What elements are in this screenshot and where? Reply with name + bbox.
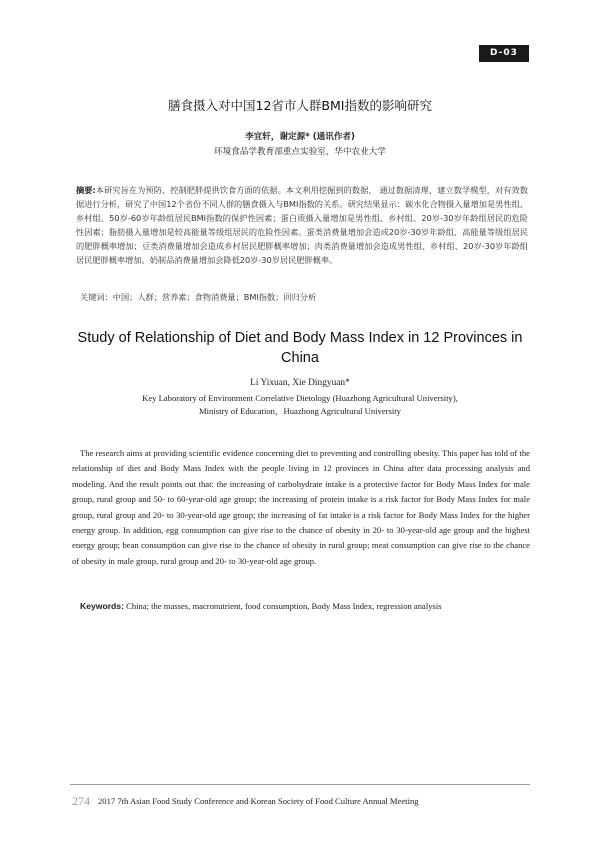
english-affiliation [0, 392, 600, 418]
english-abstract: The research aims at providing scientific evidence concerning diet to preventing and controlling obesity. This paper has told of the relationship of diet and Body Mass Index with the people living in 12 provinces in China after data processing analysis and modeling. And the result points out that: the increasing of carbohydrate intake is a protective factor for Body Mass Index for male group, rural group and 50- to 60-year-old age group; the increasing of protein intake is a risk factor for Body Mass Index for male group, rural group and 20- to 30-year-old age group; the increasing of fat intake is a risk factor for Body Mass Index for the higher energy group. In addition, egg consumption can give rise to the chance of obesity in 20- to 30-year-old age group and the highest energy group; bean consumption can give rise to the chance of obesity in rural group; meat consumption can give rise to the chance of obesity in male group, rural group and 20- to 30-year-old age group. [72, 448, 530, 566]
english-title: Study of Relationship of Diet and Body Mass Index in 12 Provinces in China [77, 330, 523, 366]
conference-footer: 2017 7th Asian Food Study Conference and Korean Society of Food Culture Annual Meeting [98, 796, 419, 806]
page-number: 274 [72, 794, 90, 808]
english-keywords-label: Keywords: [80, 601, 124, 611]
section-code-badge: D-03 [479, 45, 529, 62]
chinese-keywords-label: 关键词： [80, 292, 113, 302]
chinese-affiliation: 环境食品学教育部重点实验室，华中农业大学 [214, 147, 386, 157]
chinese-abstract [76, 183, 528, 267]
english-affiliation-line1: Key Laboratory of Environment Correlative Dietology (Huazhong Agricultural University), [142, 393, 458, 403]
chinese-abstract-text: 本研究旨在为预防、控制肥胖提供饮食方面的依据。本文利用挖掘到的数据， 通过数据清理，建立数学模型，对有效数据进行分析，研究了中国12个省份不同人群的膳食摄入与BMI指数的关系。研究结果显示：碳水化合物摄入量增加是男性组、乡村组、50岁-60岁年龄组居民BMI指数的保护性因素；蛋白质摄入量增加是男性组、乡村组、20岁-30岁年龄组居民的危险性因素；脂肪摄入量增加是较高能量等级组居民的危险性因素。蛋类消费量增加会造成20岁-30岁年龄组、高能量等级组居民的肥胖概率增加；豆类消费量增加会造成乡村居民肥胖概率增加；肉类消费量增加会造成男性组、乡村组、20岁-30岁年龄组居民肥胖概率增加。奶制品消费量增加会降低20岁-30岁居民肥胖概率。 [76, 185, 528, 265]
english-keywords-text: China; the masses, macronutrient, food consumption, Body Mass Index, regression analysis [123, 601, 442, 611]
chinese-keywords [80, 292, 520, 303]
english-authors: Li Yixuan, Xie Dingyuan* [250, 378, 350, 388]
footer-rule [70, 784, 530, 785]
chinese-abstract-label: 摘要: [76, 185, 96, 195]
chinese-keywords-text: 中国；人群；营养素；食物消费量；BMI指数；回归分析 [112, 292, 317, 302]
chinese-authors: 李宜轩，谢定源* (通讯作者) [245, 132, 355, 142]
english-keywords [80, 601, 530, 611]
chinese-title: 膳食摄入对中国12省市人群BMI指数的影响研究 [168, 98, 432, 113]
english-affiliation-line2: Ministry of Education，Huazhong Agricultural University [199, 406, 401, 416]
